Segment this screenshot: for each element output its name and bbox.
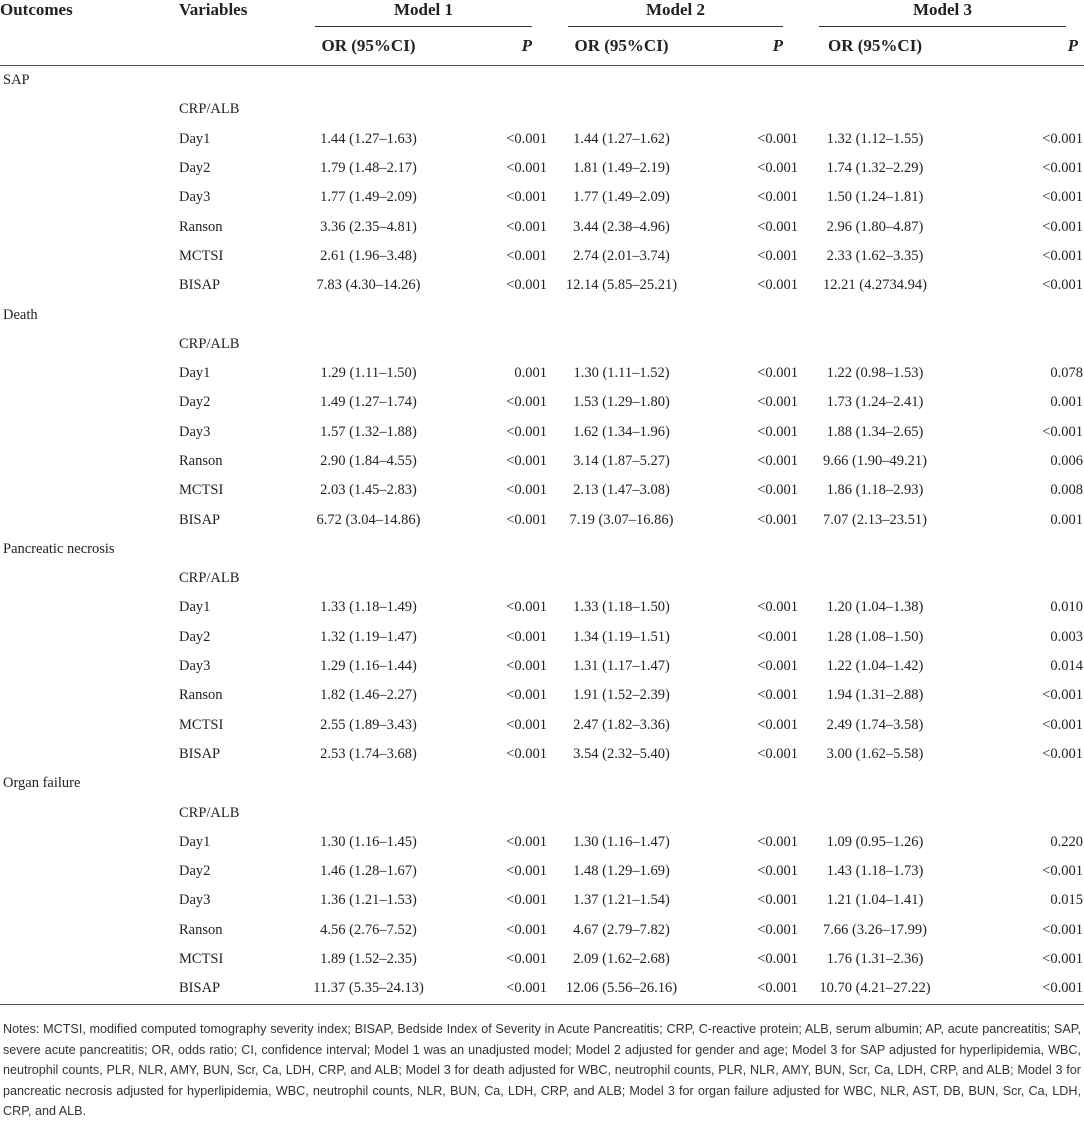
variable-cell: Day3 — [179, 658, 211, 675]
or-cell-model-1: 6.72 (3.04–14.86) — [316, 511, 421, 528]
row-blank — [0, 476, 175, 505]
subheader-blank — [0, 330, 175, 359]
p-value-cell-model-2: <0.001 — [757, 687, 798, 704]
variable-cell: Day3 — [179, 892, 211, 909]
subheader-blank — [0, 798, 175, 827]
p-value-cell-model-2: <0.001 — [757, 218, 798, 235]
or-cell-model-3: 1.73 (1.24–2.41) — [826, 394, 924, 411]
row-blank — [0, 681, 175, 710]
p-value-cell-model-3: <0.001 — [1042, 189, 1083, 206]
or-cell-model-3: 1.22 (1.04–1.42) — [826, 658, 924, 675]
header-or-model-2: OR (95%CI) — [550, 27, 693, 66]
p-value-cell-model-3: 0.001 — [1050, 511, 1083, 528]
table-header — [0, 0, 1084, 66]
variable-cell: Day1 — [179, 365, 211, 382]
p-value-cell-model-1: <0.001 — [506, 716, 547, 733]
p-value-cell-model-2: <0.001 — [757, 599, 798, 616]
row-blank — [0, 652, 175, 681]
row-blank — [0, 916, 175, 945]
or-cell-model-1: 2.53 (1.74–3.68) — [320, 745, 417, 762]
or-cell-model-1: 1.77 (1.49–2.09) — [320, 189, 417, 206]
p-value-cell-model-1: <0.001 — [506, 599, 547, 616]
variable-cell: Day2 — [179, 863, 211, 880]
row-blank — [0, 183, 175, 212]
p-value-cell-model-2: <0.001 — [757, 482, 798, 499]
or-cell-model-1: 1.29 (1.16–1.44) — [320, 658, 417, 675]
p-value-cell-model-2: <0.001 — [693, 974, 801, 1004]
outcome-label: Organ failure — [3, 775, 81, 792]
or-cell-model-3: 2.96 (1.80–4.87) — [826, 218, 924, 235]
or-cell-model-3: 1.43 (1.18–1.73) — [826, 863, 924, 880]
table-row — [0, 857, 1084, 886]
row-blank — [0, 945, 175, 974]
p-value-cell-model-1: <0.001 — [506, 833, 547, 850]
variable-cell: Ranson — [179, 218, 223, 235]
or-cell-model-2: 3.14 (1.87–5.27) — [573, 453, 670, 469]
p-value-cell-model-1: <0.001 — [506, 658, 547, 675]
table-row — [0, 271, 1084, 300]
variable-cell: Ranson — [179, 687, 223, 704]
variable-cell: Day1 — [179, 833, 211, 850]
header-or-model-1: OR (95%CI) — [297, 27, 440, 66]
table-notes: Notes: MCTSI, modified computed tomography severity index; BISAP, Bedside Index of Severity in Acute Pancreatitis; CRP, C-reactive protein; ALB, serum albumin; AP, acute pancreatitis; SAP, severe acute pancreatitis; OR, odds ratio; CI, confidence interval; Model 1 was an unadjusted model; Model 2 adjusted for gender and age; Model 3 for SAP adjusted for hyperlipidemia, WBC, neutrophil counts, PLR, NLR, AMY, BUN, Scr, Ca, LDH, CRP, and ALB; Model 3 for death adjusted for WBC, neutrophil counts, PLR, NLR, AMY, BUN, Scr, Ca, LDH, CRP, and ALB; Model 3 for pancreatic necrosis adjusted for hyperlipidemia, WBC, neutrophil counts, NLR, BUN, Ca, LDH, CRP, and ALB; Model 3 for organ failure adjusted for WBC, NLR, AST, DB, BUN, Scr, Ca, LDH, CRP, and ALB. — [3, 1022, 1081, 1119]
row-blank — [0, 242, 175, 271]
or-cell-model-1: 1.49 (1.27–1.74) — [320, 394, 417, 411]
row-blank — [0, 886, 175, 915]
p-value-cell-model-3: 0.001 — [1050, 394, 1083, 411]
p-value-cell-model-3: <0.001 — [1042, 277, 1083, 294]
outcome-group-row — [0, 535, 1084, 564]
or-cell-model-1: 2.90 (1.84–4.55) — [320, 453, 417, 469]
header-blank-outcomes — [0, 27, 175, 66]
subheader-row — [0, 798, 1084, 827]
table-row — [0, 388, 1084, 417]
p-value-cell-model-1: 0.001 — [514, 365, 547, 382]
p-value-cell-model-1: <0.001 — [506, 863, 547, 880]
p-value-cell-model-3: <0.001 — [1042, 863, 1083, 880]
p-value-cell-model-1: <0.001 — [506, 160, 547, 177]
or-cell-model-1: 7.83 (4.30–14.26) — [316, 277, 421, 294]
p-value-cell-model-2: <0.001 — [757, 365, 798, 382]
header-p-model-2: P — [693, 27, 801, 66]
subheader-blank — [0, 564, 175, 593]
or-cell-model-3: 1.22 (0.98–1.53) — [826, 365, 924, 382]
row-blank — [0, 623, 175, 652]
outcome-label: Pancreatic necrosis — [3, 540, 115, 557]
row-blank — [0, 212, 175, 241]
subheader-blank — [0, 95, 175, 124]
table-row — [0, 623, 1084, 652]
p-value-cell-model-1: <0.001 — [506, 453, 547, 469]
or-cell-model-2: 1.91 (1.52–2.39) — [573, 687, 670, 704]
table-row — [0, 828, 1084, 857]
row-blank — [0, 125, 175, 154]
p-value-cell-model-2: <0.001 — [757, 658, 798, 675]
or-cell-model-3: 10.70 (4.21–27.22) — [801, 974, 949, 1004]
header-model-1-label: Model 1 — [393, 0, 454, 19]
row-blank — [0, 359, 175, 388]
p-value-cell-model-3: 0.010 — [1050, 599, 1083, 616]
p-value-cell-model-2: <0.001 — [757, 745, 798, 762]
table-row — [0, 125, 1084, 154]
header-model-3-rule — [819, 26, 1066, 27]
table-row — [0, 681, 1084, 710]
header-outcomes: Outcomes — [0, 0, 73, 19]
or-cell-model-1: 1.33 (1.18–1.49) — [320, 599, 417, 616]
header-model-2 — [550, 0, 801, 27]
or-cell-model-1: 2.55 (1.89–3.43) — [320, 716, 417, 733]
table-row — [0, 476, 1084, 505]
or-cell-model-1: 1.32 (1.19–1.47) — [320, 628, 417, 645]
p-value-cell-model-1: <0.001 — [506, 277, 547, 294]
table-row — [0, 154, 1084, 183]
or-cell-model-1: 1.89 (1.52–2.35) — [320, 951, 417, 968]
or-cell-model-2: 1.44 (1.27–1.62) — [573, 130, 670, 147]
or-cell-model-2: 7.19 (3.07–16.86) — [569, 511, 674, 528]
or-cell-model-1: 11.37 (5.35–24.13) — [297, 974, 440, 1004]
subheader-row — [0, 95, 1084, 124]
variable-cell: MCTSI — [179, 247, 224, 264]
subheader-label: CRP/ALB — [179, 101, 240, 118]
or-cell-model-1: 1.46 (1.28–1.67) — [320, 863, 417, 880]
p-value-cell-model-3: 0.014 — [1050, 658, 1083, 675]
or-cell-model-2: 1.48 (1.29–1.69) — [573, 863, 670, 880]
p-value-cell-model-3: 0.003 — [1050, 628, 1083, 645]
p-value-cell-model-1: <0.001 — [506, 511, 547, 528]
table-row — [0, 974, 1084, 1004]
or-cell-model-3: 7.07 (2.13–23.51) — [823, 511, 927, 528]
or-cell-model-2: 3.44 (2.38–4.96) — [573, 218, 670, 235]
or-cell-model-2: 1.77 (1.49–2.09) — [573, 189, 670, 206]
or-cell-model-1: 1.79 (1.48–2.17) — [320, 160, 417, 177]
p-value-cell-model-3: <0.001 — [1042, 716, 1083, 733]
or-cell-model-1: 2.61 (1.96–3.48) — [320, 247, 417, 264]
or-cell-model-2: 1.33 (1.18–1.50) — [573, 599, 670, 616]
variable-cell: Day3 — [179, 423, 211, 440]
variable-cell: MCTSI — [179, 716, 224, 733]
or-cell-model-3: 1.50 (1.24–1.81) — [826, 189, 924, 206]
or-cell-model-3: 1.94 (1.31–2.88) — [826, 687, 924, 704]
p-value-cell-model-2: <0.001 — [757, 628, 798, 645]
variable-cell: Ranson — [179, 921, 223, 938]
p-value-cell-model-1: <0.001 — [506, 394, 547, 411]
row-blank — [0, 271, 175, 300]
or-cell-model-3: 1.86 (1.18–2.93) — [826, 482, 924, 499]
variable-cell: MCTSI — [179, 482, 224, 499]
row-blank — [0, 505, 175, 534]
subheader-row — [0, 564, 1084, 593]
or-cell-model-2: 1.81 (1.49–2.19) — [573, 160, 670, 177]
p-value-cell-model-1: <0.001 — [506, 189, 547, 206]
p-value-cell-model-2: <0.001 — [757, 921, 798, 938]
p-value-cell-model-1: <0.001 — [506, 130, 547, 147]
or-cell-model-1: 2.03 (1.45–2.83) — [320, 482, 417, 499]
or-cell-model-2: 2.09 (1.62–2.68) — [573, 951, 670, 968]
or-cell-model-3: 1.74 (1.32–2.29) — [826, 160, 924, 177]
p-value-cell-model-2: <0.001 — [757, 951, 798, 968]
or-cell-model-3: 1.88 (1.34–2.65) — [826, 423, 924, 440]
table-row — [0, 212, 1084, 241]
row-blank — [0, 974, 175, 1004]
p-value-cell-model-1: <0.001 — [506, 745, 547, 762]
p-value-cell-model-2: <0.001 — [757, 892, 798, 909]
or-cell-model-2: 1.37 (1.21–1.54) — [573, 892, 670, 909]
p-value-cell-model-3: 0.220 — [1050, 833, 1083, 850]
row-blank — [0, 857, 175, 886]
or-cell-model-2: 12.06 (5.56–26.16) — [550, 974, 693, 1004]
p-value-cell-model-2: <0.001 — [757, 189, 798, 206]
or-cell-model-2: 1.30 (1.11–1.52) — [573, 365, 670, 382]
header-model-2-label: Model 2 — [645, 0, 706, 19]
or-cell-model-1: 1.29 (1.11–1.50) — [320, 365, 417, 382]
p-value-cell-model-1: <0.001 — [506, 951, 547, 968]
p-value-cell-model-1: <0.001 — [506, 921, 547, 938]
table-row — [0, 652, 1084, 681]
or-cell-model-3: 9.66 (1.90–49.21) — [823, 453, 927, 469]
p-value-cell-model-3: 0.078 — [1050, 365, 1083, 382]
row-blank — [0, 593, 175, 622]
p-value-cell-model-3: <0.001 — [1042, 160, 1083, 177]
or-cell-model-3: 1.32 (1.12–1.55) — [826, 130, 924, 147]
or-cell-model-2: 2.13 (1.47–3.08) — [573, 482, 670, 499]
header-or-model-3: OR (95%CI) — [801, 27, 949, 66]
or-cell-model-2: 4.67 (2.79–7.82) — [573, 921, 670, 938]
header-p-model-3: P — [949, 27, 1084, 66]
p-value-cell-model-2: <0.001 — [757, 160, 798, 177]
table-row — [0, 740, 1084, 769]
p-value-cell-model-3: 0.006 — [1050, 453, 1083, 469]
table-row — [0, 593, 1084, 622]
table-body — [0, 66, 1084, 1005]
or-cell-model-3: 1.20 (1.04–1.38) — [826, 599, 924, 616]
p-value-cell-model-3: 0.008 — [1050, 482, 1083, 499]
outcome-label: Death — [3, 306, 38, 323]
p-value-cell-model-2: <0.001 — [757, 247, 798, 264]
p-value-cell-model-2: <0.001 — [757, 394, 798, 411]
p-value-cell-model-2: <0.001 — [757, 511, 798, 528]
subheader-label: CRP/ALB — [179, 804, 240, 821]
p-value-cell-model-1: <0.001 — [506, 892, 547, 909]
or-cell-model-3: 12.21 (4.2734.94) — [823, 277, 927, 294]
p-value-cell-model-2: <0.001 — [757, 130, 798, 147]
p-value-cell-model-2: <0.001 — [757, 863, 798, 880]
outcome-label: SAP — [3, 72, 30, 89]
p-value-cell-model-1: <0.001 — [506, 247, 547, 264]
variable-cell: Day3 — [179, 189, 211, 206]
table-row — [0, 505, 1084, 534]
or-cell-model-2: 12.14 (5.85–25.21) — [565, 277, 678, 294]
p-value-cell-model-3: <0.001 — [1042, 951, 1083, 968]
variable-cell: BISAP — [179, 745, 221, 762]
p-value-cell-model-3: <0.001 — [1042, 130, 1083, 147]
p-value-cell-model-1: <0.001 — [506, 423, 547, 440]
variable-cell: Day2 — [179, 628, 211, 645]
p-value-cell-model-1: <0.001 — [506, 687, 547, 704]
p-value-cell-model-1: <0.001 — [506, 628, 547, 645]
p-value-cell-model-3: <0.001 — [1042, 423, 1083, 440]
or-cell-model-1: 1.30 (1.16–1.45) — [320, 833, 417, 850]
table-row — [0, 447, 1084, 476]
p-value-cell-model-2: <0.001 — [757, 833, 798, 850]
p-value-cell-model-3: <0.001 — [1042, 218, 1083, 235]
table-row — [0, 418, 1084, 447]
or-cell-model-3: 1.21 (1.04–1.41) — [826, 892, 924, 909]
variable-cell: Day1 — [179, 599, 211, 616]
p-value-cell-model-3: <0.001 — [1042, 745, 1083, 762]
or-cell-model-1: 1.36 (1.21–1.53) — [320, 892, 417, 909]
p-value-cell-model-3: <0.001 — [1042, 921, 1083, 938]
header-blank-variables — [175, 27, 297, 66]
or-cell-model-2: 2.47 (1.82–3.36) — [573, 716, 670, 733]
table-row — [0, 945, 1084, 974]
header-p-model-1: P — [440, 27, 550, 66]
header-model-2-rule — [568, 26, 783, 27]
or-cell-model-1: 1.82 (1.46–2.27) — [320, 687, 417, 704]
or-cell-model-1: 1.44 (1.27–1.63) — [320, 130, 417, 147]
table-row — [0, 711, 1084, 740]
row-blank — [0, 711, 175, 740]
p-value-cell-model-3: 0.015 — [1050, 892, 1083, 909]
or-cell-model-3: 2.33 (1.62–3.35) — [826, 247, 924, 264]
row-blank — [0, 828, 175, 857]
p-value-cell-model-3: <0.001 — [949, 974, 1084, 1004]
outcome-group-row — [0, 66, 1084, 96]
p-value-cell-model-1: <0.001 — [506, 482, 547, 499]
or-cell-model-2: 2.74 (2.01–3.74) — [573, 247, 670, 264]
variable-cell: MCTSI — [179, 951, 224, 968]
table-row — [0, 242, 1084, 271]
row-blank — [0, 418, 175, 447]
or-cell-model-1: 1.57 (1.32–1.88) — [320, 423, 417, 440]
variable-cell: BISAP — [179, 511, 221, 528]
p-value-cell-model-3: <0.001 — [1042, 687, 1083, 704]
row-blank — [0, 740, 175, 769]
outcome-group-row — [0, 300, 1084, 329]
or-cell-model-2: 1.30 (1.16–1.47) — [573, 833, 670, 850]
variable-cell: BISAP — [175, 974, 297, 1004]
header-model-3 — [801, 0, 1084, 27]
subheader-label: CRP/ALB — [179, 570, 240, 587]
variable-cell: Day2 — [179, 394, 211, 411]
or-cell-model-1: 4.56 (2.76–7.52) — [320, 921, 417, 938]
or-cell-model-3: 3.00 (1.62–5.58) — [826, 745, 924, 762]
variable-cell: BISAP — [179, 277, 221, 294]
or-cell-model-2: 1.62 (1.34–1.96) — [573, 423, 670, 440]
p-value-cell-model-2: <0.001 — [757, 453, 798, 469]
variable-cell: Day1 — [179, 130, 211, 147]
header-model-1 — [297, 0, 550, 27]
or-cell-model-3: 7.66 (3.26–17.99) — [823, 921, 927, 938]
or-cell-model-2: 1.34 (1.19–1.51) — [573, 628, 670, 645]
or-cell-model-3: 2.49 (1.74–3.58) — [826, 716, 924, 733]
p-value-cell-model-2: <0.001 — [757, 716, 798, 733]
subheader-label: CRP/ALB — [179, 335, 240, 352]
p-value-cell-model-2: <0.001 — [757, 423, 798, 440]
row-blank — [0, 447, 175, 476]
p-value-cell-model-1: <0.001 — [440, 974, 550, 1004]
table-row — [0, 183, 1084, 212]
p-value-cell-model-2: <0.001 — [757, 277, 798, 294]
or-cell-model-3: 1.09 (0.95–1.26) — [826, 833, 924, 850]
p-value-cell-model-1: <0.001 — [506, 218, 547, 235]
p-value-cell-model-3: <0.001 — [1042, 247, 1083, 264]
table-row — [0, 359, 1084, 388]
or-cell-model-2: 3.54 (2.32–5.40) — [573, 745, 670, 762]
outcome-group-row — [0, 769, 1084, 798]
row-blank — [0, 388, 175, 417]
variable-cell: Ranson — [179, 453, 223, 469]
table-row — [0, 916, 1084, 945]
header-variables: Variables — [179, 0, 248, 19]
or-cell-model-1: 3.36 (2.35–4.81) — [320, 218, 417, 235]
or-cell-model-3: 1.76 (1.31–2.36) — [826, 951, 924, 968]
or-cell-model-2: 1.53 (1.29–1.80) — [573, 394, 670, 411]
or-cell-model-2: 1.31 (1.17–1.47) — [573, 658, 670, 675]
variable-cell: Day2 — [179, 160, 211, 177]
row-blank — [0, 154, 175, 183]
header-model-1-rule — [315, 26, 532, 27]
table-row — [0, 886, 1084, 915]
header-model-3-label: Model 3 — [912, 0, 973, 19]
or-cell-model-3: 1.28 (1.08–1.50) — [826, 628, 924, 645]
subheader-row — [0, 330, 1084, 359]
